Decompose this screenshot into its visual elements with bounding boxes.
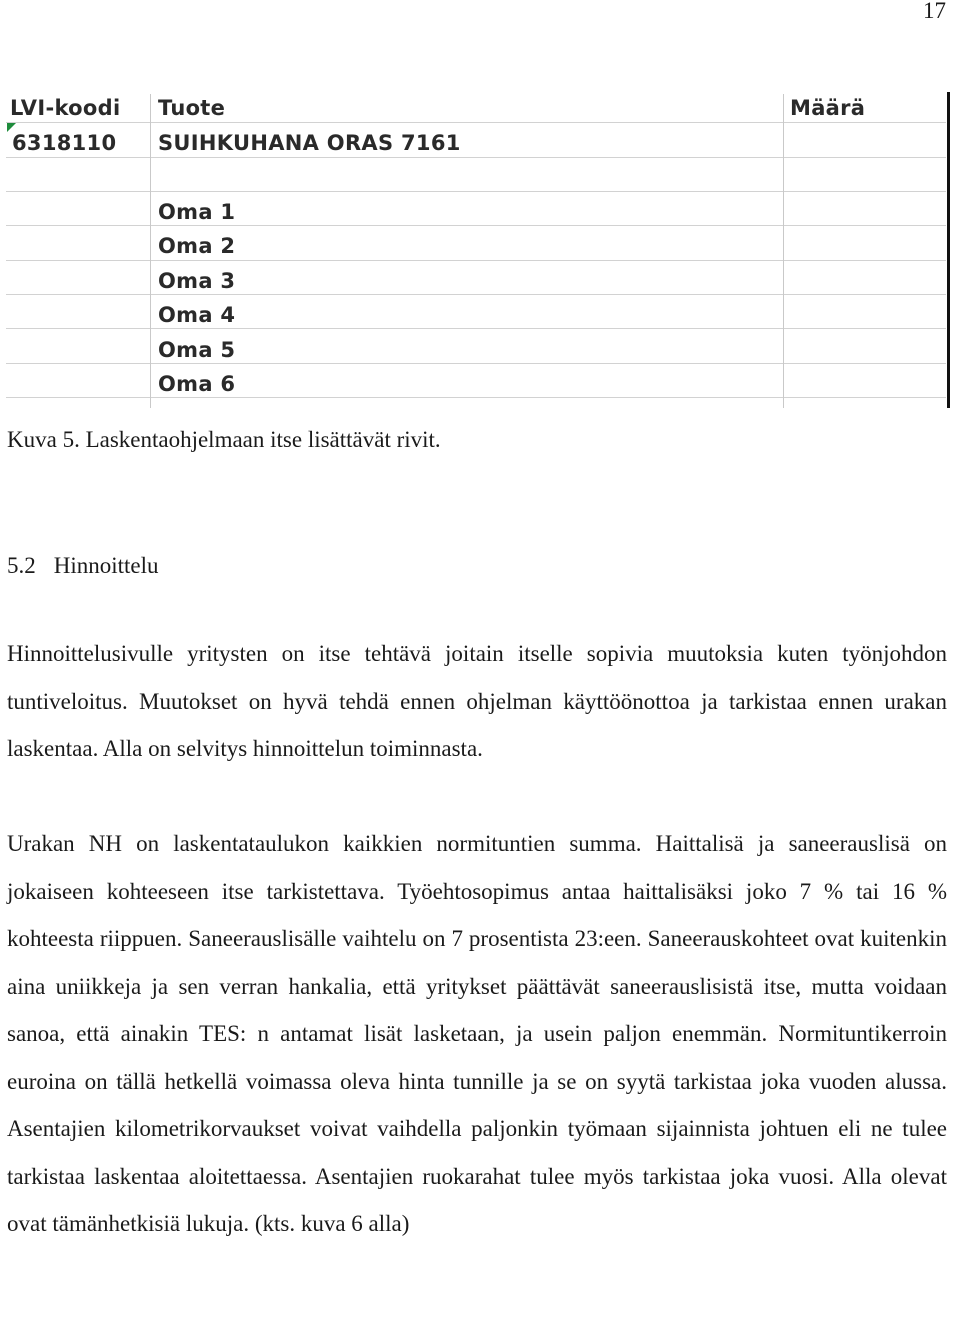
section-title: Hinnoittelu	[53, 553, 159, 578]
spreadsheet-screenshot	[6, 88, 952, 408]
row-divider	[6, 363, 946, 364]
body-paragraph: Urakan NH on laskentataulukon kaikkien normituntien summa. Haittalisä ja saneerauslisä on jokaiseen kohteeseen itse tarkistettava. Työehtosopimus antaa haittalisäksi joko 7 % tai 16 % kohteesta riippuen. Saneerauslisälle vaihtelu on 7 prosentista 23:een. Saneerauskohteet ovat kuitenkin aina uniikkeja ja sen verran hankalia, että yritykset päättävät saneerauslisistä itse, mutta voidaan sanoa, että ainakin TES: n antamat lisät lasketaan, ja usein paljon enemmän. Normituntikerroin euroina on tällä hetkellä voimassa oleva hinta tunnille ja se on syytä tarkistaa joka vuoden alussa. Asentajien kilometrikorvaukset voivat vaihdella paljonkin työmaan sijainnista johtuen eli ne tulee tarkistaa laskentaa aloitettaessa. Asentajien ruokarahat tulee myös tarkistaa joka vuosi. Alla olevat ovat tämänhetkisiä lukuja. (kts. kuva 6 alla)	[7, 831, 947, 1236]
header-product: Tuote	[158, 96, 226, 120]
item-product: SUIHKUHANA ORAS 7161	[158, 131, 461, 155]
row-divider	[6, 225, 946, 226]
header-quantity: Määrä	[790, 96, 866, 120]
row-divider	[6, 328, 946, 329]
column-divider	[783, 94, 784, 408]
section-number: 5.2	[7, 553, 36, 578]
body-paragraph: Hinnoittelusivulle yritysten on itse tehtävä joitain itselle sopivia muutoksia kuten työnjohdon tuntiveloitus. Muutokset on hyvä tehdä ennen ohjelman käyttöönottoa ja tarkistaa ennen urakan laskentaa. Alla on selvitys hinnoittelun toiminnasta.	[7, 641, 947, 761]
header-lvi-code: LVI-koodi	[10, 96, 121, 120]
row-divider	[6, 397, 946, 398]
row-divider	[6, 122, 946, 123]
sheet-edge	[947, 92, 950, 408]
own-row: Oma 3	[158, 269, 236, 293]
figure-caption: Kuva 5. Laskentaohjelmaan itse lisättävät rivit.	[7, 427, 441, 452]
own-row: Oma 6	[158, 372, 236, 396]
own-row: Oma 4	[158, 303, 236, 327]
own-row: Oma 2	[158, 234, 236, 258]
column-divider	[150, 94, 151, 408]
row-divider	[6, 157, 946, 158]
row-divider	[6, 260, 946, 261]
row-divider	[6, 294, 946, 295]
own-row: Oma 1	[158, 200, 236, 224]
page-number: 17	[923, 0, 946, 23]
own-row: Oma 5	[158, 338, 236, 362]
item-code: 6318110	[12, 131, 117, 155]
row-divider	[6, 191, 946, 192]
section-heading	[7, 553, 159, 579]
